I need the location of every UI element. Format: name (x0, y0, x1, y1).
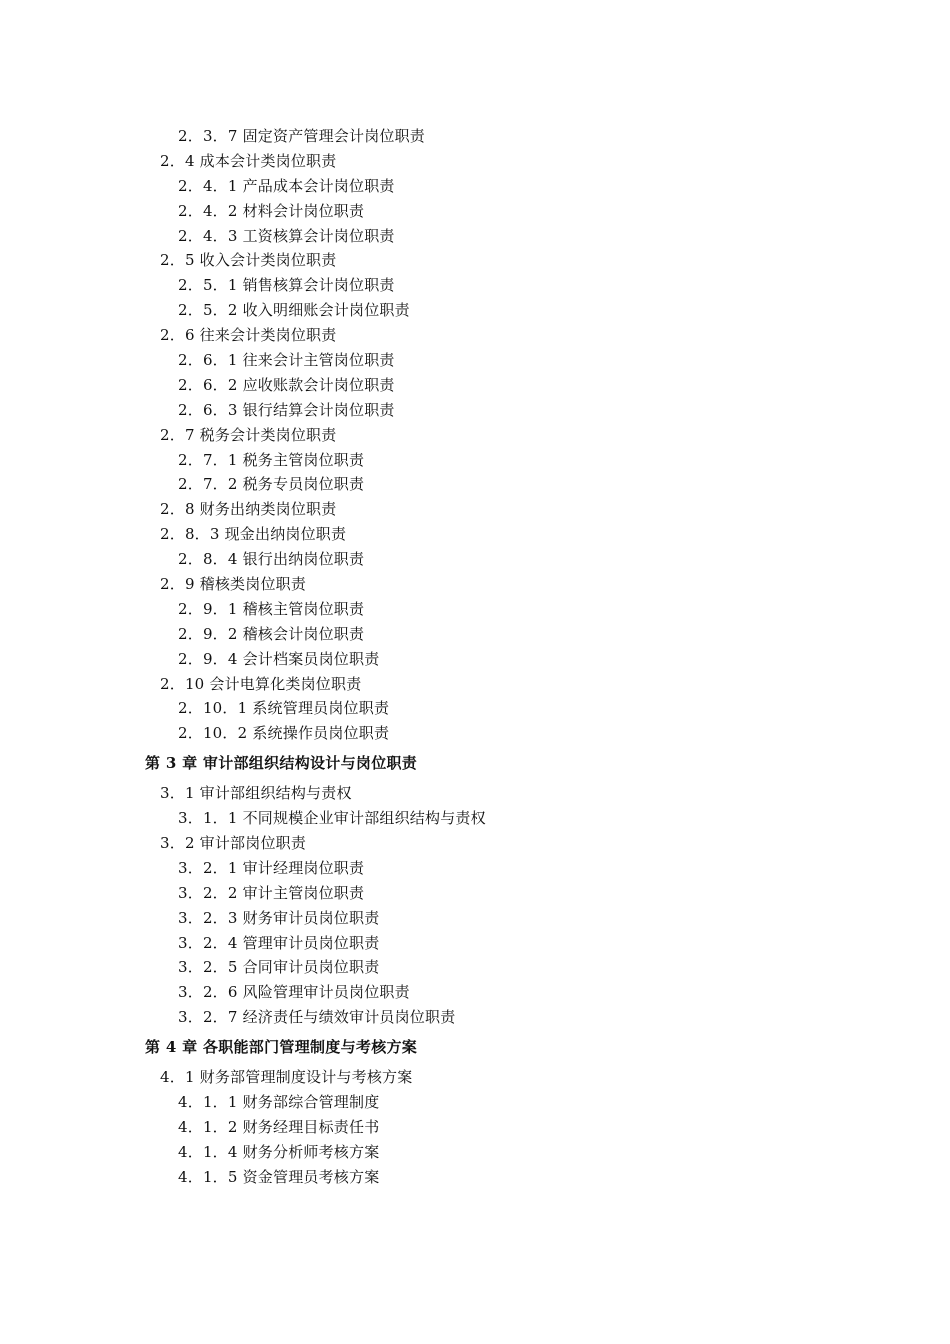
toc-section-entry: 3．2 审计部岗位职责 (160, 833, 307, 852)
toc-subsection-entry: 3．1．1 不同规模企业审计部组织结构与责权 (178, 809, 486, 828)
toc-section-entry: 2．8．3 现金出纳岗位职责 (160, 525, 347, 544)
toc-subsection-entry: 2．10．2 系统操作员岗位职责 (178, 724, 390, 743)
toc-section-entry: 2．10 会计电算化类岗位职责 (160, 674, 362, 693)
toc-section-entry: 3．1 审计部组织结构与责权 (160, 784, 352, 803)
toc-subsection-entry: 4．1．5 资金管理员考核方案 (178, 1167, 380, 1186)
toc-subsection-entry: 2．9．4 会计档案员岗位职责 (178, 649, 380, 668)
toc-subsection-entry: 2．5．2 收入明细账会计岗位职责 (178, 301, 410, 320)
toc-subsection-entry: 2．4．2 材料会计岗位职责 (178, 201, 365, 220)
toc-section-entry: 2．7 税务会计类岗位职责 (160, 425, 337, 444)
toc-section-entry: 2．6 往来会计类岗位职责 (160, 326, 337, 345)
toc-subsection-entry: 2．7．1 税务主管岗位职责 (178, 450, 365, 469)
toc-subsection-entry: 2．6．3 银行结算会计岗位职责 (178, 400, 395, 419)
toc-subsection-entry: 3．2．7 经济责任与绩效审计员岗位职责 (178, 1008, 456, 1027)
toc-subsection-entry: 2．10．1 系统管理员岗位职责 (178, 699, 390, 718)
toc-section-entry: 2．4 成本会计类岗位职责 (160, 151, 337, 170)
toc-subsection-entry: 2．6．2 应收账款会计岗位职责 (178, 375, 395, 394)
toc-subsection-entry: 2．9．1 稽核主管岗位职责 (178, 599, 365, 618)
toc-section-entry: 2．5 收入会计类岗位职责 (160, 251, 337, 270)
toc-subsection-entry: 2．4．3 工资核算会计岗位职责 (178, 226, 395, 245)
toc-subsection-entry: 3．2．6 风险管理审计员岗位职责 (178, 983, 410, 1002)
toc-subsection-entry: 3．2．3 财务审计员岗位职责 (178, 908, 380, 927)
chapter-heading: 第 3 章 审计部组织结构设计与岗位职责 (145, 754, 418, 773)
toc-section-entry: 2．8 财务出纳类岗位职责 (160, 500, 337, 519)
toc-section-entry: 2．9 稽核类岗位职责 (160, 575, 307, 594)
toc-subsection-entry: 4．1．2 财务经理目标责任书 (178, 1117, 380, 1136)
table-of-contents (0, 124, 950, 1189)
toc-subsection-entry: 4．1．4 财务分析师考核方案 (178, 1142, 380, 1161)
toc-subsection-entry: 2．3．7 固定资产管理会计岗位职责 (178, 127, 425, 145)
toc-subsection-entry: 2．8．4 银行出纳岗位职责 (178, 550, 365, 569)
toc-subsection-entry: 2．6．1 往来会计主管岗位职责 (178, 351, 395, 370)
toc-subsection-entry: 2．7．2 税务专员岗位职责 (178, 475, 365, 494)
toc-subsection-entry: 2．9．2 稽核会计岗位职责 (178, 624, 365, 643)
toc-subsection-entry: 2．4．1 产品成本会计岗位职责 (178, 176, 395, 195)
toc-subsection-entry: 3．2．4 管理审计员岗位职责 (178, 933, 380, 952)
chapter-heading: 第 4 章 各职能部门管理制度与考核方案 (145, 1038, 418, 1057)
toc-subsection-entry: 3．2．1 审计经理岗位职责 (178, 858, 365, 877)
toc-subsection-entry: 3．2．5 合同审计员岗位职责 (178, 958, 380, 977)
toc-subsection-entry: 3．2．2 审计主管岗位职责 (178, 883, 365, 902)
toc-subsection-entry: 2．5．1 销售核算会计岗位职责 (178, 276, 395, 295)
toc-subsection-entry: 4．1．1 财务部综合管理制度 (178, 1092, 380, 1111)
toc-section-entry: 4．1 财务部管理制度设计与考核方案 (160, 1067, 413, 1086)
